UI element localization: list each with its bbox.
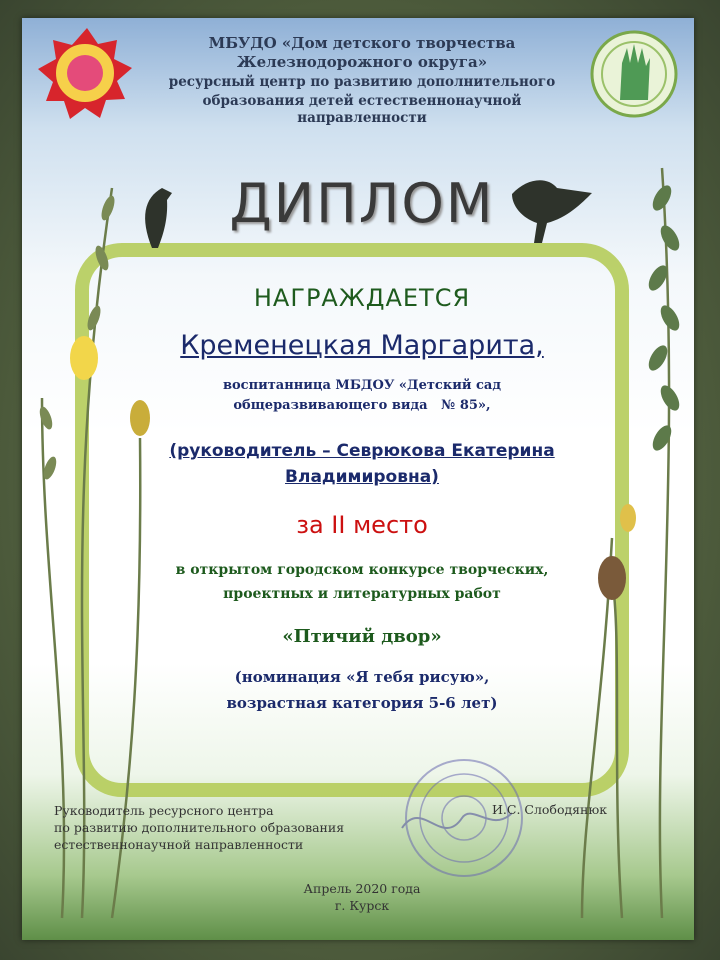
nomination [132,664,592,716]
place-award: за II место [296,511,428,539]
footer-date: Апрель 2020 года [303,881,421,896]
header [162,34,562,127]
pupil-line1: воспитанница МБДОУ «Детский сад [222,378,502,393]
bird-left-silhouette [145,188,172,248]
leader-info [92,438,632,490]
recipient-pupil-info [142,376,582,416]
ddt-emblem-logo [38,28,132,119]
footer-city: г. Курск [334,898,390,913]
pupil-line2: общеразвивающего вида № 85», [233,398,491,413]
eco-hand-logo [592,32,676,116]
signer-role-line2: по развитию дополнительного образования [54,820,345,835]
nomination-line2: возрастная категория 5-6 лет) [226,694,498,712]
center-line2: образования детей естественнонаучной направленности [202,93,522,126]
seal-stamp [402,760,522,876]
diploma-title: ДИПЛОМ [229,172,495,235]
signer-role [54,802,394,853]
leader-line1: (руководитель – Севрюкова Екатерина [169,441,555,461]
awarded-heading: НАГРАЖДАЕТСЯ [253,284,471,312]
diploma-sheet [22,18,694,940]
org-name-line1: МБУДО «Дом детского творчества [208,34,516,52]
org-name-line2: Железнодорожного округа» [236,53,488,71]
contest-line1: в открытом городском конкурсе творческих, [175,562,549,578]
signer-role-line3: естественнонаучной направленности [54,837,304,852]
leader-line2: Владимировна) [285,467,439,487]
contest-description [92,558,632,606]
footer [222,880,502,914]
signer-name: И.С. Слободянюк [492,802,608,817]
nomination-line1: (номинация «Я тебя рисую», [234,668,490,686]
center-line1: ресурсный центр по развитию дополнительного [168,74,556,90]
signer-role-line1: Руководитель ресурсного центра [54,803,274,818]
contest-line2: проектных и литературных работ [223,586,501,602]
contest-name: «Птичий двор» [282,626,442,647]
yellow-bulb-right [620,504,636,532]
recipient-name: Кременецкая Маргарита, [180,330,544,361]
